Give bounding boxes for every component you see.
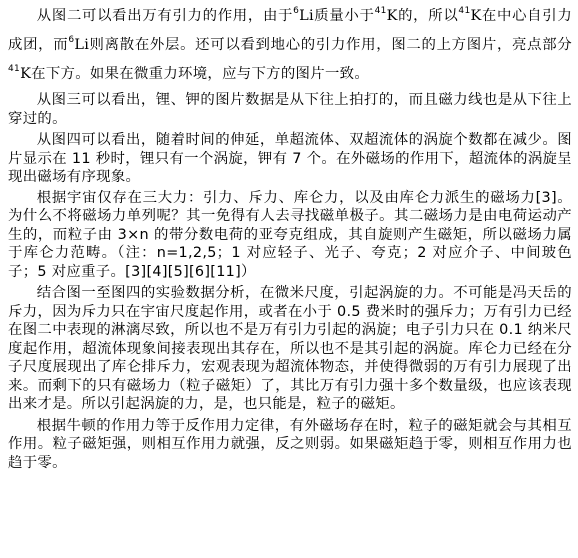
text-segment: 质量小于 <box>313 8 375 24</box>
paragraph-analysis: 结合图一至图四的实验数据分析，在微米尺度，引起涡旋的力。不可能是冯天岳的斥力，因为斥力只在宇宙尺度起作用，或者在小于 0.5 费米时的强斥力；万有引力已经在图二中表现的淋漓尽致，所以也不是万有引力引起的涡旋；电子引力只在 0.1 纳米尺度起作用，超流体现象间接表现出其存在，所以也不是其引起的涡旋。库仑力已经在分子尺度展现出了库仑排斥力，宏观表现为超流体物态，并使得微弱的万有引力展现了出来。而剩下的只有磁场力（粒子磁矩）了，其比万有引力强十多个数量级，也应该表现出来才是。所以引起涡旋的力，是，也只能是，粒子的磁矩。 <box>8 285 572 412</box>
text-segment: 在下方。如果在微重力环境，应与下方的图片一致。 <box>31 66 370 82</box>
isotope-mass-number: 6 <box>293 6 300 17</box>
paragraph-gravity-figure-two <box>0 0 578 89</box>
text-segment: K <box>470 8 482 24</box>
text-segment: 在中心自引力成团，而 <box>8 8 573 53</box>
text-segment: 则离散在外层。还可以看到地心的引力作用，图二的上方图片，亮点部分 <box>89 37 572 53</box>
text-segment: 的，所以 <box>397 8 459 24</box>
text-segment: Li <box>74 37 90 53</box>
paragraph-figure-four: 从图四可以看出，随着时间的伸延，单超流体、双超流体的涡旋个数都在减少。图片显示在 11 秒时，锂只有一个涡旋，钾有 7 个。在外磁场的作用下，超流体的涡旋呈现出磁场有序现象。 <box>8 132 572 185</box>
isotope-mass-number: 41 <box>458 6 471 17</box>
paragraph-newton-law: 根据牛顿的作用力等于反作用力定律，有外磁场存在时，粒子的磁矩就会与其相互作用。粒子磁矩强，则相互作用力就强，反之则弱。如果磁矩趋于零，则相互作用力也趋于零。 <box>8 417 572 471</box>
isotope-mass-number: 6 <box>68 35 75 46</box>
paragraph-figure-three: 从图三可以看出，锂、钾的图片数据是从下往上拍打的，而且磁力线也是从下往上穿过的。 <box>8 92 572 127</box>
isotope-mass-number: 41 <box>374 6 387 17</box>
isotope-mass-number: 41 <box>8 64 21 75</box>
text-segment: 从图二可以看出万有引力的作用，由于 <box>36 8 294 24</box>
text-segment: K <box>20 66 32 82</box>
paragraph-three-forces: 根据宇宙仅存在三大力：引力、斥力、库仑力，以及由库仑力派生的磁场力[3]。为什么不将磁场力单列呢？其一免得有人去寻找磁单极子。其二磁场力是由电荷运动产生的，而粒子由 3×n 的带分数电荷的亚夸克组成，其自旋则产生磁矩，所以磁场力属于库仑力范畴。（注：n=1,2,5；1 对应轻子、光子、夸克；2 对应介子、中间玻色子；5 对应重子。[3][4][5][6][11]） <box>8 189 572 280</box>
text-segment: Li <box>299 8 314 24</box>
text-segment: K <box>386 8 398 24</box>
